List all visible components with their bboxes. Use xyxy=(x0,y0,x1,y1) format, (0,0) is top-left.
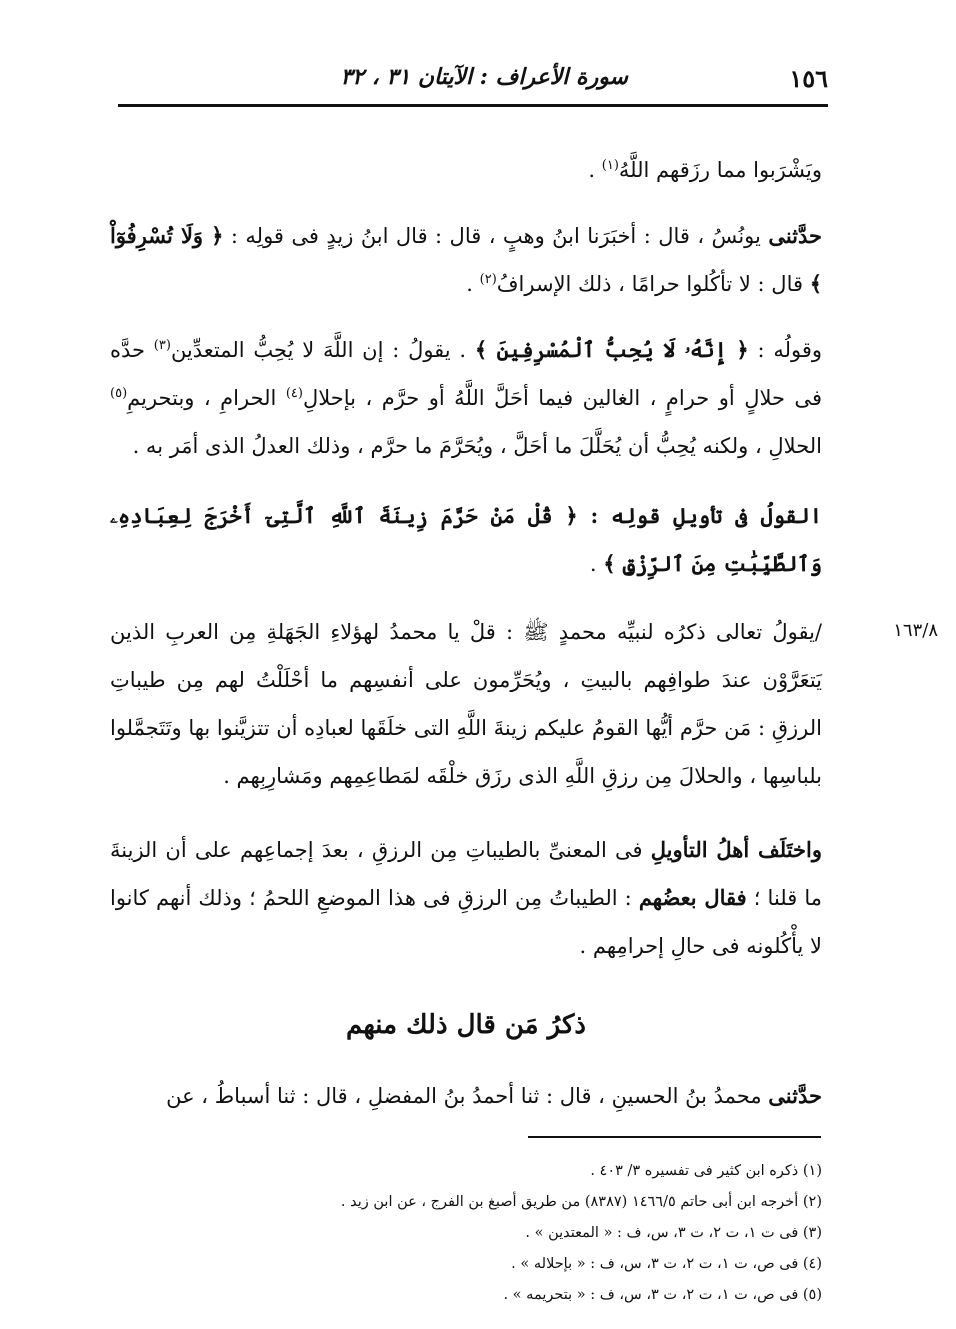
margin-reference: ١٦٣/٨ xyxy=(893,620,938,641)
footnote-ref: (١) xyxy=(601,158,619,173)
footnote: (٤) فى ص، ت ١، ت ٢، ت ٣، س، ف : « بإحلاله » . xyxy=(511,1256,822,1272)
paragraph-text: حدَّه فى حلالٍ أو حرامٍ ، الغالين فيما أحَلَّ اللَّهُ أو حرَّم ، بإحلالِ xyxy=(110,338,822,410)
paragraph-lead: فقال بعضُهم xyxy=(638,885,747,910)
section-lead: القولُ فى تأويلِ قولِه : xyxy=(577,503,822,528)
section-heading: ذكرُ مَن قال ذلك منهم xyxy=(346,1010,586,1040)
paragraph-lead: واختَلَف أهلُ التأويلِ xyxy=(650,837,822,862)
paragraph-text: . xyxy=(589,552,604,576)
paragraph-text: فى المعنىِّ بالطيباتِ مِن الرزقِ ، بعدَ إجماعِهم على أن الزينةَ ما قلنا ؛ xyxy=(110,838,822,910)
header-rule xyxy=(118,104,828,107)
quran-verse: ﴿ وَلَا تُسْرِفُوٓاْ ﴾ xyxy=(110,223,822,296)
page-number: ١٥٦ xyxy=(789,64,828,93)
paragraph-text: الحلالِ ، ولكنه يُحِبُّ أن يُحَلَّلَ ما أحَلَّ ، ويُحَرَّمَ ما حرَّم ، وذلك العدلُ الذى أمَر به . xyxy=(132,434,822,458)
paragraph-text: . xyxy=(588,158,602,182)
paragraph-5 xyxy=(110,608,822,800)
narration-lead: حدَّثنى xyxy=(768,223,823,248)
footnote: (١) ذكره ابن كثير فى تفسيره ٣/ ٤٠٣ . xyxy=(590,1163,822,1179)
paragraph-text: قال : لا تأكُلوا حرامًا ، ذلك الإسرافُ xyxy=(496,272,810,296)
footnote-ref: (٥) xyxy=(110,386,128,401)
paragraph-6 xyxy=(110,826,822,970)
footnote-ref: (٤) xyxy=(285,386,303,401)
section-heading-tawil xyxy=(110,492,822,588)
footnote-ref: (٣) xyxy=(153,338,171,353)
paragraph-text: . xyxy=(466,272,480,296)
running-header xyxy=(118,60,828,100)
footnote-ref: (٢) xyxy=(479,272,497,287)
footnotes xyxy=(110,1156,822,1311)
paragraph-text: : الطيباتُ مِن الرزقِ فى هذا الموضعِ اللحمُ ؛ وذلك أنهم كانوا لا يأْكُلونه فى حالِ إحرامِهم . xyxy=(110,886,822,958)
footnote-rule xyxy=(528,1136,821,1138)
paragraph-text: محمدُ بنُ الحسينِ ، قال : ثنا أحمدُ بنُ المفضلِ ، قال : ثنا أسباطُ ، عن xyxy=(166,1084,769,1108)
paragraph-2 xyxy=(110,212,822,308)
paragraph-text: وقولُه : xyxy=(748,338,823,362)
paragraph-text: يونُسُ ، قال : أخبَرَنا ابنُ وهبٍ ، قال : قال ابنُ زيدٍ فى قولِه : xyxy=(223,224,769,248)
paragraph-text: /يقولُ تعالى ذكرُه لنبيِّه محمدٍ ﷺ : قلْ يا محمدُ لهؤلاءِ الجَهَلةِ مِن العربِ الذين يَتعَرَّوْن عندَ طوافِهم بالبيتِ ، ويُحَرِّمون على أنفسِهم ما أحْلَلْتُ لهم مِن طيباتِ الرزقِ : مَن حرَّم أيُّها القومُ عليكم زينةَ اللَّهِ التى خلَقَها لعبادِه أن تتزيَّنوا بها وتَتَجمَّلوا بلباسِها ، والحلالَ مِن رزقِ اللَّهِ الذى رزَق خلْقَه لمَطاعِمِهم ومَشارِبِهم . xyxy=(110,620,822,788)
quran-verse: ﴿ قُلْ مَنْ حَرَّمَ زِينَةَ ٱللَّهِ ٱلَّتِىٓ أَخْرَجَ لِعِبَادِهِۦ وَٱلطَّيِّبَٰتِ مِنَ ٱلرِّزْقِ ﴾ xyxy=(110,503,822,576)
narration-lead: حدَّثنى xyxy=(768,1083,822,1108)
paragraph-text: ويَشْرَبوا مما رزَقهم اللَّهُ xyxy=(618,158,822,182)
paragraph-7 xyxy=(110,1072,822,1120)
quran-verse: ﴿ إِنَّهُۥ لَا يُحِبُّ ٱلْمُسْرِفِينَ ﴾ xyxy=(474,337,749,362)
running-title: سورة الأعراف : الآيتان ٣١ ، ٣٢ xyxy=(340,64,628,90)
footnote: (٣) فى ت ١، ت ٢، ت ٣، س، ف : « المعتدين » . xyxy=(525,1225,822,1241)
paragraph-text: الحرامِ ، وبتحريمِ xyxy=(127,386,286,410)
paragraph-3 xyxy=(110,326,822,470)
footnote: (٥) فى ص، ت ١، ت ٢، ت ٣، س، ف : « بتحريمه » . xyxy=(503,1287,822,1303)
paragraph-1 xyxy=(110,146,822,194)
footnote: (٢) أخرجه ابن أبى حاتم ١٤٦٦/٥ (٨٣٨٧) من طريق أصبغ بن الفرج ، عن ابن زيد . xyxy=(340,1194,822,1210)
paragraph-text: . يقولُ : إن اللَّهَ لا يُحِبُّ المتعدِّين xyxy=(170,338,475,362)
